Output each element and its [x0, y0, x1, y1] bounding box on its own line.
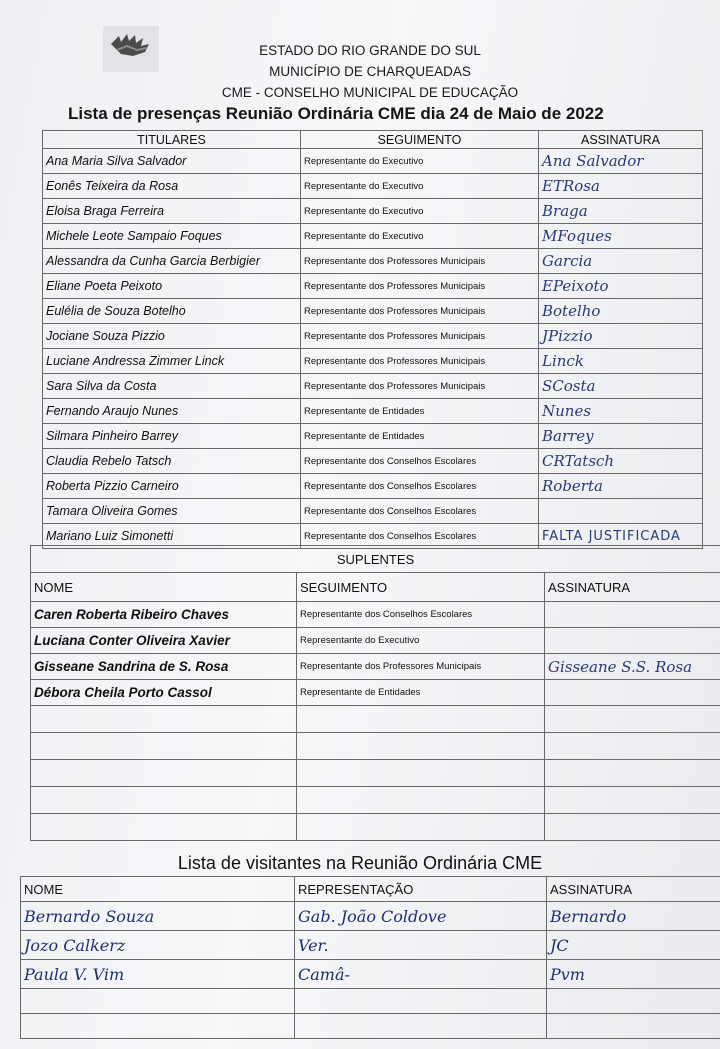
member-segment: Representante dos Professores Municipais [301, 249, 539, 274]
blank-row [31, 760, 720, 787]
member-name: Eonês Teixeira da Rosa [43, 174, 301, 199]
column-header-nome: NOME [31, 573, 297, 602]
visitor-name: Bernardo Souza [21, 902, 295, 931]
visitor-representation: Gab. João Coldove [295, 902, 547, 931]
member-signature: Barrey [539, 424, 703, 449]
member-name: Mariano Luiz Simonetti [43, 524, 301, 549]
visitors-table [20, 876, 720, 1039]
visitor-signature: Bernardo [547, 902, 720, 931]
column-header-seguimento: SEGUIMENTO [297, 573, 545, 602]
table-row [43, 224, 703, 249]
table-row [43, 449, 703, 474]
table-row [43, 424, 703, 449]
member-segment: Representante dos Professores Municipais [301, 324, 539, 349]
table-row [43, 499, 703, 524]
substitute-signature: Gisseane S.S. Rosa [545, 654, 720, 680]
blank-row [31, 814, 720, 841]
blank-cell [295, 989, 547, 1014]
visitor-name: Jozo Calkerz [21, 931, 295, 960]
member-name: Roberta Pizzio Carneiro [43, 474, 301, 499]
column-header-representacao: REPRESENTAÇÃO [295, 877, 547, 902]
table-row [43, 474, 703, 499]
column-header-titulares: TITULARES [43, 131, 301, 149]
member-segment: Representante dos Professores Municipais [301, 299, 539, 324]
member-segment: Representante de Entidades [301, 424, 539, 449]
member-segment: Representante dos Professores Municipais [301, 274, 539, 299]
table-row [31, 680, 720, 706]
member-signature: JPizzio [539, 324, 703, 349]
table-row [31, 654, 720, 680]
titulares-table [42, 130, 703, 549]
table-row [21, 960, 720, 989]
blank-row [31, 706, 720, 733]
table-row [43, 349, 703, 374]
member-name: Silmara Pinheiro Barrey [43, 424, 301, 449]
table-row [43, 274, 703, 299]
blank-cell [545, 814, 720, 841]
table-row [43, 324, 703, 349]
blank-cell [545, 706, 720, 733]
hands-logo-icon [103, 26, 159, 72]
visitor-name: Paula V. Vim [21, 960, 295, 989]
blank-cell [295, 1014, 547, 1039]
member-segment: Representante dos Conselhos Escolares [301, 524, 539, 549]
member-name: Eulélia de Souza Botelho [43, 299, 301, 324]
blank-cell [545, 733, 720, 760]
member-name: Claudia Rebelo Tatsch [43, 449, 301, 474]
blank-row [31, 733, 720, 760]
member-signature: Linck [539, 349, 703, 374]
visitor-representation: Ver. [295, 931, 547, 960]
member-signature [539, 499, 703, 524]
member-segment: Representante de Entidades [301, 399, 539, 424]
table-row [31, 602, 720, 628]
member-name: Eloisa Braga Ferreira [43, 199, 301, 224]
visitor-signature: JC [547, 931, 720, 960]
substitute-segment: Representante dos Professores Municipais [297, 654, 545, 680]
member-signature: Braga [539, 199, 703, 224]
member-name: Jociane Souza Pizzio [43, 324, 301, 349]
blank-cell [31, 733, 297, 760]
table-row [43, 199, 703, 224]
blank-cell [297, 787, 545, 814]
blank-cell [545, 787, 720, 814]
blank-cell [21, 1014, 295, 1039]
substitute-name: Gisseane Sandrina de S. Rosa [31, 654, 297, 680]
suplentes-header-row [31, 573, 720, 602]
member-name: Fernando Araujo Nunes [43, 399, 301, 424]
visitor-representation: Camâ- [295, 960, 547, 989]
member-signature: CRTatsch [539, 449, 703, 474]
column-header-nome: NOME [21, 877, 295, 902]
header-state: ESTADO DO RIO GRANDE DO SUL [259, 43, 481, 58]
substitute-segment: Representante dos Conselhos Escolares [297, 602, 545, 628]
table-row [21, 902, 720, 931]
blank-cell [297, 760, 545, 787]
substitute-segment: Representante de Entidades [297, 680, 545, 706]
blank-cell [547, 1014, 720, 1039]
table-row [21, 931, 720, 960]
member-name: Luciane Andressa Zimmer Linck [43, 349, 301, 374]
blank-cell [547, 989, 720, 1014]
column-header-seguimento: SEGUIMENTO [301, 131, 539, 149]
blank-row [21, 989, 720, 1014]
suplentes-section-title: SUPLENTES [31, 546, 720, 573]
member-signature: ETRosa [539, 174, 703, 199]
blank-cell [31, 787, 297, 814]
member-segment: Representante dos Conselhos Escolares [301, 499, 539, 524]
member-signature: FALTA JUSTIFICADA [539, 524, 703, 549]
table-row [43, 149, 703, 174]
member-name: Eliane Poeta Peixoto [43, 274, 301, 299]
member-signature: Garcia [539, 249, 703, 274]
titulares-header-row [43, 131, 703, 149]
member-name: Sara Silva da Costa [43, 374, 301, 399]
visitors-header-row [21, 877, 720, 902]
header-municipality: MUNICÍPIO DE CHARQUEADAS [269, 64, 471, 79]
table-row [43, 299, 703, 324]
blank-row [21, 1014, 720, 1039]
member-segment: Representante dos Conselhos Escolares [301, 449, 539, 474]
blank-cell [21, 989, 295, 1014]
column-header-assinatura: ASSINATURA [539, 131, 703, 149]
column-header-assinatura: ASSINATURA [547, 877, 720, 902]
blank-cell [31, 760, 297, 787]
table-row [31, 628, 720, 654]
member-signature: EPeixoto [539, 274, 703, 299]
member-name: Alessandra da Cunha Garcia Berbigier [43, 249, 301, 274]
visitors-title: Lista de visitantes na Reunião Ordinária CME [177, 853, 543, 873]
member-segment: Representante do Executivo [301, 224, 539, 249]
blank-cell [297, 706, 545, 733]
table-row [43, 374, 703, 399]
member-segment: Representante do Executivo [301, 199, 539, 224]
suplentes-section-row [31, 546, 720, 573]
table-row [43, 174, 703, 199]
member-name: Ana Maria Silva Salvador [43, 149, 301, 174]
member-segment: Representante dos Conselhos Escolares [301, 474, 539, 499]
blank-row [31, 787, 720, 814]
suplentes-table [30, 545, 720, 841]
substitute-segment: Representante do Executivo [297, 628, 545, 654]
member-signature: Ana Salvador [539, 149, 703, 174]
blank-cell [31, 706, 297, 733]
blank-cell [31, 814, 297, 841]
member-name: Michele Leote Sampaio Foques [43, 224, 301, 249]
substitute-signature [545, 628, 720, 654]
substitute-signature [545, 680, 720, 706]
substitute-name: Débora Cheila Porto Cassol [31, 680, 297, 706]
table-row [43, 249, 703, 274]
member-signature: Botelho [539, 299, 703, 324]
member-segment: Representante do Executivo [301, 174, 539, 199]
header-council: CME - CONSELHO MUNICIPAL DE EDUCAÇÃO [221, 85, 519, 100]
visitor-signature: Pvm [547, 960, 720, 989]
member-signature: SCosta [539, 374, 703, 399]
member-name: Tamara Oliveira Gomes [43, 499, 301, 524]
substitute-name: Luciana Conter Oliveira Xavier [31, 628, 297, 654]
page-title: Lista de presenças Reunião Ordinária CME dia 24 de Maio de 2022 [68, 104, 604, 123]
column-header-assinatura: ASSINATURA [545, 573, 720, 602]
member-segment: Representante dos Professores Municipais [301, 374, 539, 399]
substitute-name: Caren Roberta Ribeiro Chaves [31, 602, 297, 628]
substitute-signature [545, 602, 720, 628]
member-signature: MFoques [539, 224, 703, 249]
blank-cell [297, 733, 545, 760]
member-segment: Representante do Executivo [301, 149, 539, 174]
blank-cell [545, 760, 720, 787]
member-signature: Nunes [539, 399, 703, 424]
member-segment: Representante dos Professores Municipais [301, 349, 539, 374]
member-signature: Roberta [539, 474, 703, 499]
table-row [43, 399, 703, 424]
blank-cell [297, 814, 545, 841]
